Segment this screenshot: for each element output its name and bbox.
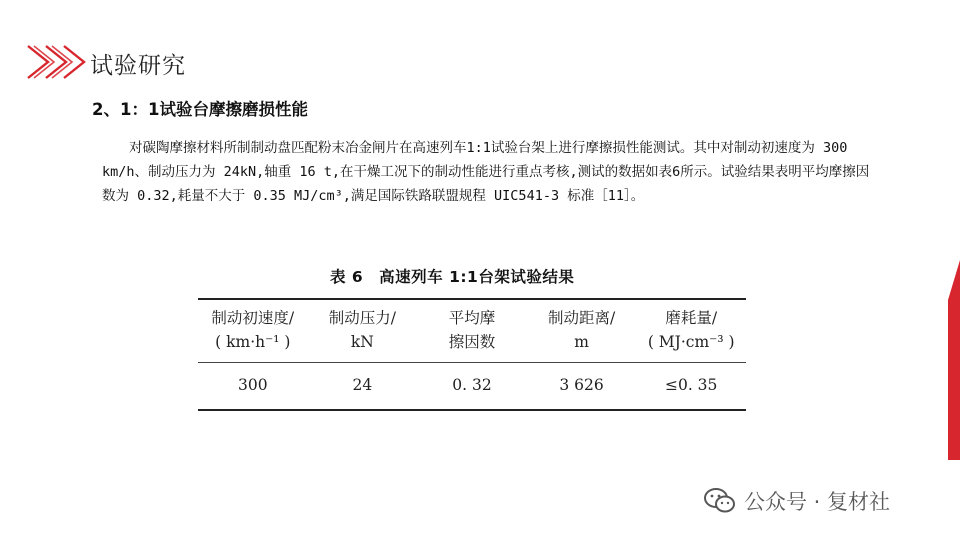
- header-unit: kN: [350, 333, 374, 351]
- red-accent-bar: [940, 260, 960, 460]
- header-line: 制动初速度/: [211, 309, 295, 327]
- table-cell: 24: [352, 376, 373, 394]
- header-line: 平均摩: [448, 309, 496, 327]
- table-header-row: [198, 300, 746, 363]
- section-heading: 2、1：1试验台摩擦磨损性能: [92, 100, 308, 119]
- table-cell: 300: [238, 376, 268, 394]
- watermark: [704, 486, 890, 516]
- header-unit: m: [574, 333, 589, 351]
- table-header-cell: [636, 300, 746, 363]
- table-cell: 0. 32: [452, 376, 492, 394]
- header-line: 制动距离/: [547, 309, 616, 327]
- chevron-logo-icon: [24, 42, 86, 82]
- wechat-icon: [704, 487, 736, 515]
- body-paragraph: 对碳陶摩擦材料所制制动盘匹配粉末冶金闸片在高速列车1:1试验台架上进行摩擦损性能测试。其中对制动初速度为 300 km/h、制动压力为 24kN,轴重 16 t,在干燥工况下的制动性能进行重点考核,测试的数据如表6所示。试验结果表明平均摩擦因数为 0.32,耗量不大于 0.35 MJ/cm³,满足国际铁路联盟规程 UIC541-3 标准［11］。: [102, 140, 870, 204]
- table-header-cell: [308, 300, 418, 363]
- page-title: 试验研究: [90, 53, 186, 79]
- table-row: [198, 363, 746, 410]
- watermark-text: 公众号 · 复材社: [744, 490, 891, 514]
- header-unit: ( km·h⁻¹ ): [215, 333, 291, 351]
- header-line: 磨耗量/: [665, 309, 718, 327]
- table-header-cell: [527, 300, 637, 363]
- results-table: [198, 298, 746, 411]
- table-caption: 表 6 高速列车 1:1台架试验结果: [330, 268, 575, 286]
- header-unit: 擦因数: [448, 333, 496, 351]
- table-header-cell: [198, 300, 308, 363]
- table-cell: ≤0. 35: [664, 376, 718, 394]
- table-cell: 3 626: [559, 376, 604, 394]
- header-line: 制动压力/: [328, 309, 396, 327]
- table-header-cell: [417, 300, 527, 363]
- header-unit: ( MJ·cm⁻³ ): [647, 333, 735, 351]
